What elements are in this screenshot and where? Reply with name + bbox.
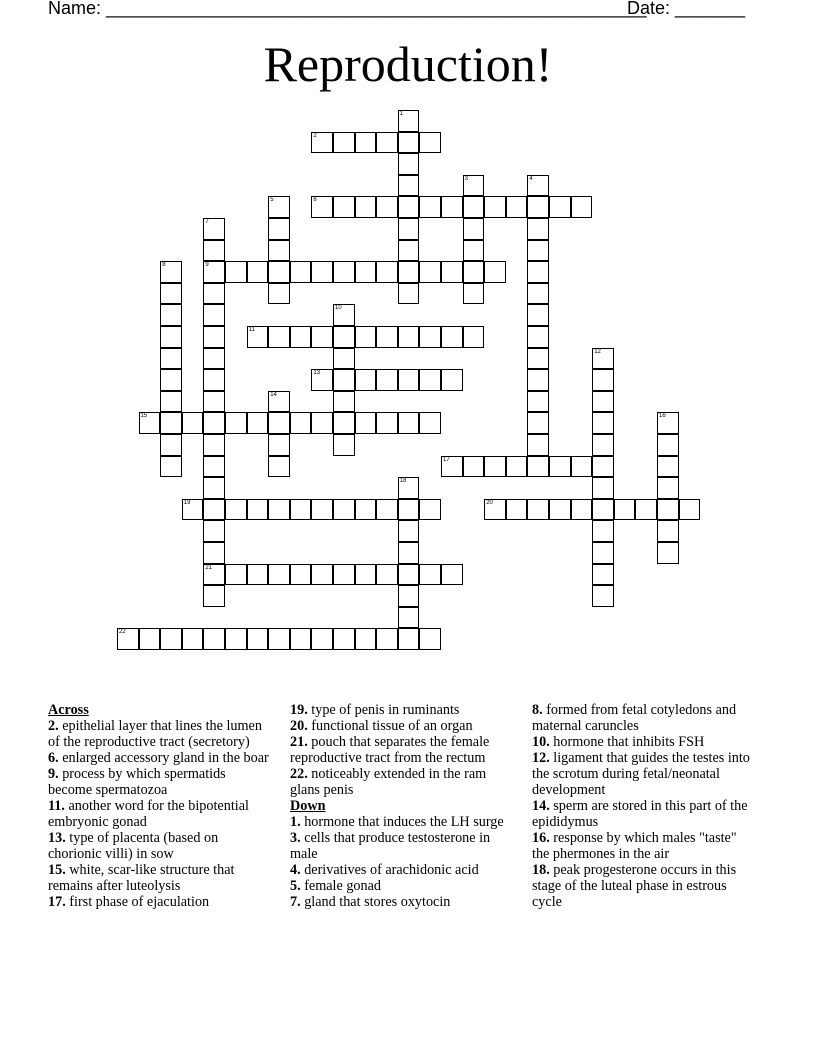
clue-item	[532, 750, 754, 798]
page-title: Reproduction!	[263, 36, 553, 92]
grid-cell[interactable]	[398, 261, 420, 283]
grid-cell[interactable]	[333, 391, 355, 413]
grid-cell[interactable]	[398, 542, 420, 564]
down-heading: Down	[290, 798, 326, 814]
clue-number-label: 18.	[532, 862, 550, 878]
grid-cell[interactable]	[376, 196, 398, 218]
grid-cell[interactable]	[333, 564, 355, 586]
grid-cell[interactable]	[247, 564, 269, 586]
clue-number: 19	[183, 499, 191, 506]
grid-cell[interactable]	[160, 628, 182, 650]
grid-cell[interactable]	[398, 607, 420, 629]
grid-cell[interactable]	[376, 326, 398, 348]
clue-number: 15	[140, 413, 148, 420]
grid-cell[interactable]	[268, 628, 290, 650]
grid-cell[interactable]	[419, 132, 441, 154]
clue-number-label: 16.	[532, 830, 550, 846]
clue-item	[48, 862, 273, 894]
grid-cell[interactable]	[527, 434, 549, 456]
grid-cell[interactable]	[549, 196, 571, 218]
grid-cell[interactable]	[290, 261, 312, 283]
grid-cell[interactable]	[203, 542, 225, 564]
grid-cell[interactable]	[441, 456, 463, 478]
grid-cell[interactable]	[571, 456, 593, 478]
clue-text: ligament that guides the testes into the scrotum during fetal/neonatal development	[532, 750, 750, 798]
grid-cell[interactable]	[203, 369, 225, 391]
clue-number: 9	[205, 262, 209, 269]
grid-cell[interactable]	[160, 456, 182, 478]
grid-cell[interactable]	[527, 499, 549, 521]
clue-number: 2	[313, 132, 317, 139]
clue-number: 8	[162, 262, 166, 269]
clue-number: 21	[205, 564, 213, 571]
clue-text: sperm are stored in this part of the epididymus	[532, 798, 748, 830]
clue-text: peak progesterone occurs in this stage of the luteal phase in estrous cycle	[532, 862, 737, 910]
clue-text: pouch that separates the female reproductive tract from the rectum	[290, 734, 490, 766]
grid-cell[interactable]	[203, 456, 225, 478]
grid-cell[interactable]	[182, 499, 204, 521]
clue-number: 18	[399, 478, 407, 485]
clue-text: functional tissue of an organ	[307, 718, 473, 734]
grid-cell[interactable]	[376, 564, 398, 586]
grid-cell[interactable]	[311, 196, 333, 218]
clue-number: 13	[313, 370, 321, 377]
grid-cell[interactable]	[527, 369, 549, 391]
clue-item	[290, 734, 516, 766]
grid-cell[interactable]	[203, 391, 225, 413]
grid-cell[interactable]	[463, 456, 485, 478]
grid-cell[interactable]	[419, 326, 441, 348]
clue-number: 10	[335, 305, 342, 312]
clue-item	[48, 750, 273, 766]
clue-number-label: 10.	[532, 734, 550, 750]
clue-number-label: 13.	[48, 830, 66, 846]
grid-cell[interactable]	[268, 499, 290, 521]
grid-cell[interactable]	[311, 564, 333, 586]
clue-number-label: 19.	[290, 702, 308, 718]
grid-cell[interactable]	[592, 412, 614, 434]
grid-cell[interactable]	[592, 499, 614, 521]
grid-cell[interactable]	[268, 261, 290, 283]
grid-cell[interactable]	[398, 564, 420, 586]
grid-cell[interactable]	[268, 326, 290, 348]
grid-cell[interactable]	[225, 261, 247, 283]
grid-cell[interactable]	[506, 499, 528, 521]
grid-cell[interactable]	[484, 499, 506, 521]
grid-cell[interactable]	[463, 283, 485, 305]
grid-cell[interactable]	[592, 564, 614, 586]
clue-text: type of placenta (based on chorionic villi) in sow	[48, 830, 219, 862]
grid-cell[interactable]	[592, 477, 614, 499]
grid-cell[interactable]	[679, 499, 701, 521]
grid-cell[interactable]	[225, 412, 247, 434]
grid-cell[interactable]	[398, 218, 420, 240]
grid-cell[interactable]	[506, 456, 528, 478]
grid-cell[interactable]	[527, 175, 549, 197]
clue-number: 22	[119, 629, 126, 636]
grid-cell[interactable]	[592, 520, 614, 542]
grid-cell[interactable]	[160, 261, 182, 283]
clue-number: 4	[529, 175, 533, 182]
clue-text: female gonad	[300, 878, 381, 894]
grid-cell[interactable]	[376, 499, 398, 521]
clue-text: response by which males "taste" the phermones in the air	[532, 830, 737, 862]
grid-cell[interactable]	[398, 175, 420, 197]
grid-cell[interactable]	[160, 326, 182, 348]
clue-text: derivatives of arachidonic acid	[300, 862, 479, 878]
grid-cell[interactable]	[290, 628, 312, 650]
grid-cell[interactable]	[355, 261, 377, 283]
grid-cell[interactable]	[419, 564, 441, 586]
clue-number-label: 1.	[290, 814, 301, 830]
clue-number-label: 21.	[290, 734, 308, 750]
clue-item	[290, 862, 516, 878]
grid-cell[interactable]	[203, 283, 225, 305]
grid-cell[interactable]	[333, 132, 355, 154]
grid-cell[interactable]	[527, 412, 549, 434]
grid-cell[interactable]	[657, 412, 679, 434]
clue-item	[290, 894, 516, 910]
grid-cell[interactable]	[419, 499, 441, 521]
grid-cell[interactable]	[268, 218, 290, 240]
grid-cell[interactable]	[506, 196, 528, 218]
grid-cell[interactable]	[160, 391, 182, 413]
grid-cell[interactable]	[419, 412, 441, 434]
grid-cell[interactable]	[333, 412, 355, 434]
grid-cell[interactable]	[592, 585, 614, 607]
clues-column-2	[290, 702, 516, 910]
grid-cell[interactable]	[441, 261, 463, 283]
grid-cell[interactable]	[657, 434, 679, 456]
clue-number: 16	[659, 413, 666, 420]
grid-cell[interactable]	[419, 369, 441, 391]
grid-cell[interactable]	[311, 369, 333, 391]
grid-cell[interactable]	[463, 196, 485, 218]
grid-cell[interactable]	[333, 369, 355, 391]
clue-text: process by which spermatids become spermatozoa	[48, 766, 226, 798]
grid-cell[interactable]	[203, 304, 225, 326]
grid-cell[interactable]	[203, 240, 225, 262]
clue-number: 14	[270, 391, 277, 398]
grid-cell[interactable]	[333, 304, 355, 326]
grid-cell[interactable]	[398, 628, 420, 650]
clue-text: hormone that inhibits FSH	[549, 734, 705, 750]
grid-cell[interactable]	[419, 196, 441, 218]
grid-cell[interactable]	[247, 628, 269, 650]
clue-item	[48, 830, 273, 862]
grid-cell[interactable]	[657, 542, 679, 564]
grid-cell[interactable]	[398, 196, 420, 218]
grid-cell[interactable]	[463, 240, 485, 262]
grid-cell[interactable]	[268, 391, 290, 413]
grid-cell[interactable]	[355, 564, 377, 586]
grid-cell[interactable]	[527, 348, 549, 370]
grid-cell[interactable]	[398, 585, 420, 607]
grid-cell[interactable]	[203, 434, 225, 456]
grid-cell[interactable]	[592, 348, 614, 370]
clue-item	[532, 862, 754, 910]
clue-number-label: 5.	[290, 878, 301, 894]
grid-cell[interactable]	[592, 456, 614, 478]
clue-item	[290, 830, 516, 862]
grid-cell[interactable]	[311, 261, 333, 283]
grid-cell[interactable]	[268, 196, 290, 218]
grid-cell[interactable]	[160, 412, 182, 434]
grid-cell[interactable]	[463, 218, 485, 240]
grid-cell[interactable]	[441, 196, 463, 218]
grid-cell[interactable]	[268, 456, 290, 478]
grid-cell[interactable]	[333, 326, 355, 348]
clue-number-label: 4.	[290, 862, 301, 878]
clue-number: 6	[313, 197, 317, 204]
clues-column-3	[532, 702, 754, 910]
grid-cell[interactable]	[203, 520, 225, 542]
clue-item	[290, 878, 516, 894]
grid-cell[interactable]	[160, 369, 182, 391]
grid-cell[interactable]	[484, 456, 506, 478]
clue-item	[532, 830, 754, 862]
grid-cell[interactable]	[203, 326, 225, 348]
grid-cell[interactable]	[355, 326, 377, 348]
grid-cell[interactable]	[398, 520, 420, 542]
grid-cell[interactable]	[290, 326, 312, 348]
grid-cell[interactable]	[592, 542, 614, 564]
date-field[interactable]: Date: _______	[627, 0, 746, 18]
grid-cell[interactable]	[139, 628, 161, 650]
grid-cell[interactable]	[441, 369, 463, 391]
clue-item	[290, 766, 516, 798]
grid-cell[interactable]	[355, 132, 377, 154]
grid-cell[interactable]	[376, 369, 398, 391]
grid-cell[interactable]	[484, 261, 506, 283]
grid-cell[interactable]	[268, 283, 290, 305]
grid-cell[interactable]	[355, 412, 377, 434]
grid-cell[interactable]	[247, 499, 269, 521]
clue-number-label: 15.	[48, 862, 66, 878]
grid-cell[interactable]	[333, 499, 355, 521]
grid-cell[interactable]	[398, 132, 420, 154]
grid-cell[interactable]	[441, 564, 463, 586]
clue-number-label: 6.	[48, 750, 59, 766]
grid-cell[interactable]	[657, 477, 679, 499]
grid-cell[interactable]	[376, 132, 398, 154]
grid-cell[interactable]	[117, 628, 139, 650]
grid-cell[interactable]	[592, 391, 614, 413]
grid-cell[interactable]	[592, 369, 614, 391]
grid-cell[interactable]	[527, 456, 549, 478]
grid-cell[interactable]	[398, 477, 420, 499]
grid-cell[interactable]	[398, 412, 420, 434]
grid-cell[interactable]	[203, 628, 225, 650]
clue-item	[290, 718, 516, 734]
grid-cell[interactable]	[463, 326, 485, 348]
clue-item	[532, 798, 754, 830]
grid-cell[interactable]	[225, 628, 247, 650]
clue-number: 1	[399, 111, 404, 117]
grid-cell[interactable]	[247, 326, 269, 348]
grid-cell[interactable]	[203, 412, 225, 434]
grid-cell[interactable]	[311, 628, 333, 650]
grid-cell[interactable]	[225, 564, 247, 586]
grid-cell[interactable]	[203, 261, 225, 283]
grid-cell[interactable]	[311, 326, 333, 348]
grid-cell[interactable]	[311, 132, 333, 154]
grid-cell[interactable]	[268, 564, 290, 586]
clue-item	[532, 734, 754, 750]
grid-cell[interactable]	[203, 348, 225, 370]
grid-cell[interactable]	[290, 564, 312, 586]
grid-cell[interactable]	[203, 477, 225, 499]
clue-text: noticeably extended in the ram glans penis	[290, 766, 487, 798]
grid-cell[interactable]	[160, 434, 182, 456]
grid-cell[interactable]	[657, 499, 679, 521]
grid-cell[interactable]	[247, 412, 269, 434]
grid-cell[interactable]	[527, 304, 549, 326]
grid-cell[interactable]	[355, 499, 377, 521]
clue-number: 12	[594, 348, 601, 355]
grid-cell[interactable]	[419, 628, 441, 650]
grid-cell[interactable]	[463, 261, 485, 283]
grid-cell[interactable]	[527, 261, 549, 283]
clue-number-label: 17.	[48, 894, 66, 910]
clue-number: 3	[464, 175, 468, 182]
clue-number: 5	[270, 197, 274, 204]
clues-column-1	[48, 702, 273, 910]
grid-cell[interactable]	[160, 304, 182, 326]
grid-cell[interactable]	[182, 412, 204, 434]
grid-cell[interactable]	[527, 240, 549, 262]
clue-text: another word for the bipotential embryonic gonad	[48, 798, 249, 830]
grid-cell[interactable]	[333, 196, 355, 218]
grid-cell[interactable]	[311, 499, 333, 521]
grid-cell[interactable]	[333, 434, 355, 456]
clue-number-label: 20.	[290, 718, 308, 734]
clue-item	[48, 798, 273, 830]
grid-cell[interactable]	[398, 283, 420, 305]
grid-cell[interactable]	[268, 434, 290, 456]
grid-cell[interactable]	[311, 412, 333, 434]
across-heading: Across	[48, 702, 89, 718]
grid-cell[interactable]	[268, 240, 290, 262]
grid-cell[interactable]	[441, 326, 463, 348]
grid-cell[interactable]	[571, 196, 593, 218]
clue-item	[290, 702, 516, 718]
grid-cell[interactable]	[398, 153, 420, 175]
grid-cell[interactable]	[203, 585, 225, 607]
clue-text: formed from fetal cotyledons and maternal caruncles	[532, 702, 737, 734]
grid-cell[interactable]	[203, 218, 225, 240]
grid-cell[interactable]	[333, 628, 355, 650]
grid-cell[interactable]	[376, 412, 398, 434]
grid-cell[interactable]	[355, 628, 377, 650]
clue-number-label: 7.	[290, 894, 301, 910]
clue-text: hormone that induces the LH surge	[300, 814, 504, 830]
grid-cell[interactable]	[160, 283, 182, 305]
grid-cell[interactable]	[527, 196, 549, 218]
clue-item	[48, 766, 273, 798]
clue-number: 7	[205, 219, 209, 225]
grid-cell[interactable]	[333, 348, 355, 370]
clue-text: enlarged accessory gland in the boar	[58, 750, 269, 766]
grid-cell[interactable]	[398, 240, 420, 262]
grid-cell[interactable]	[290, 412, 312, 434]
grid-cell[interactable]	[247, 261, 269, 283]
grid-cell[interactable]	[376, 628, 398, 650]
grid-cell[interactable]	[419, 261, 441, 283]
grid-cell[interactable]	[484, 196, 506, 218]
clue-text: cells that produce testosterone in male	[290, 830, 491, 862]
clue-number: 20	[486, 499, 493, 506]
grid-cell[interactable]	[398, 326, 420, 348]
clue-number-label: 12.	[532, 750, 550, 766]
grid-cell[interactable]	[268, 412, 290, 434]
grid-cell[interactable]	[355, 369, 377, 391]
clue-item	[48, 718, 273, 750]
grid-cell[interactable]	[203, 499, 225, 521]
grid-cell[interactable]	[527, 391, 549, 413]
grid-cell[interactable]	[527, 218, 549, 240]
name-field[interactable]: Name: ______________________________________________________	[48, 0, 647, 18]
grid-cell[interactable]	[398, 369, 420, 391]
grid-cell[interactable]	[398, 499, 420, 521]
grid-cell[interactable]	[592, 434, 614, 456]
grid-cell[interactable]	[139, 412, 161, 434]
grid-cell[interactable]	[463, 175, 485, 197]
grid-cell[interactable]	[635, 499, 657, 521]
grid-cell[interactable]	[657, 456, 679, 478]
clue-number-label: 3.	[290, 830, 301, 846]
grid-cell[interactable]	[614, 499, 636, 521]
clue-text: first phase of ejaculation	[65, 894, 210, 910]
grid-cell[interactable]	[225, 499, 247, 521]
grid-cell[interactable]	[549, 456, 571, 478]
grid-cell[interactable]	[160, 348, 182, 370]
grid-cell[interactable]	[203, 564, 225, 586]
grid-cell[interactable]	[398, 110, 420, 132]
clue-text: white, scar-like structure that remains after luteolysis	[48, 862, 235, 894]
grid-cell[interactable]	[549, 499, 571, 521]
clue-number-label: 14.	[532, 798, 550, 814]
grid-cell[interactable]	[290, 499, 312, 521]
clue-text: type of penis in ruminants	[307, 702, 460, 718]
clue-item	[290, 814, 516, 830]
grid-cell[interactable]	[657, 520, 679, 542]
clue-number-label: 11.	[48, 798, 65, 814]
clue-number: 17	[443, 456, 450, 463]
grid-cell[interactable]	[571, 499, 593, 521]
clue-number: 11	[248, 327, 255, 333]
clue-item	[48, 894, 273, 910]
grid-cell[interactable]	[355, 196, 377, 218]
clue-item	[532, 702, 754, 734]
grid-cell[interactable]	[333, 261, 355, 283]
clue-text: gland that stores oxytocin	[300, 894, 451, 910]
clue-number-label: 22.	[290, 766, 308, 782]
clue-number-label: 2.	[48, 718, 59, 734]
grid-cell[interactable]	[182, 628, 204, 650]
clue-number-label: 9.	[48, 766, 59, 782]
grid-cell[interactable]	[376, 261, 398, 283]
clue-text: epithelial layer that lines the lumen of the reproductive tract (secretory)	[48, 718, 262, 750]
grid-cell[interactable]	[527, 283, 549, 305]
clue-number-label: 8.	[532, 702, 543, 718]
grid-cell[interactable]	[527, 326, 549, 348]
